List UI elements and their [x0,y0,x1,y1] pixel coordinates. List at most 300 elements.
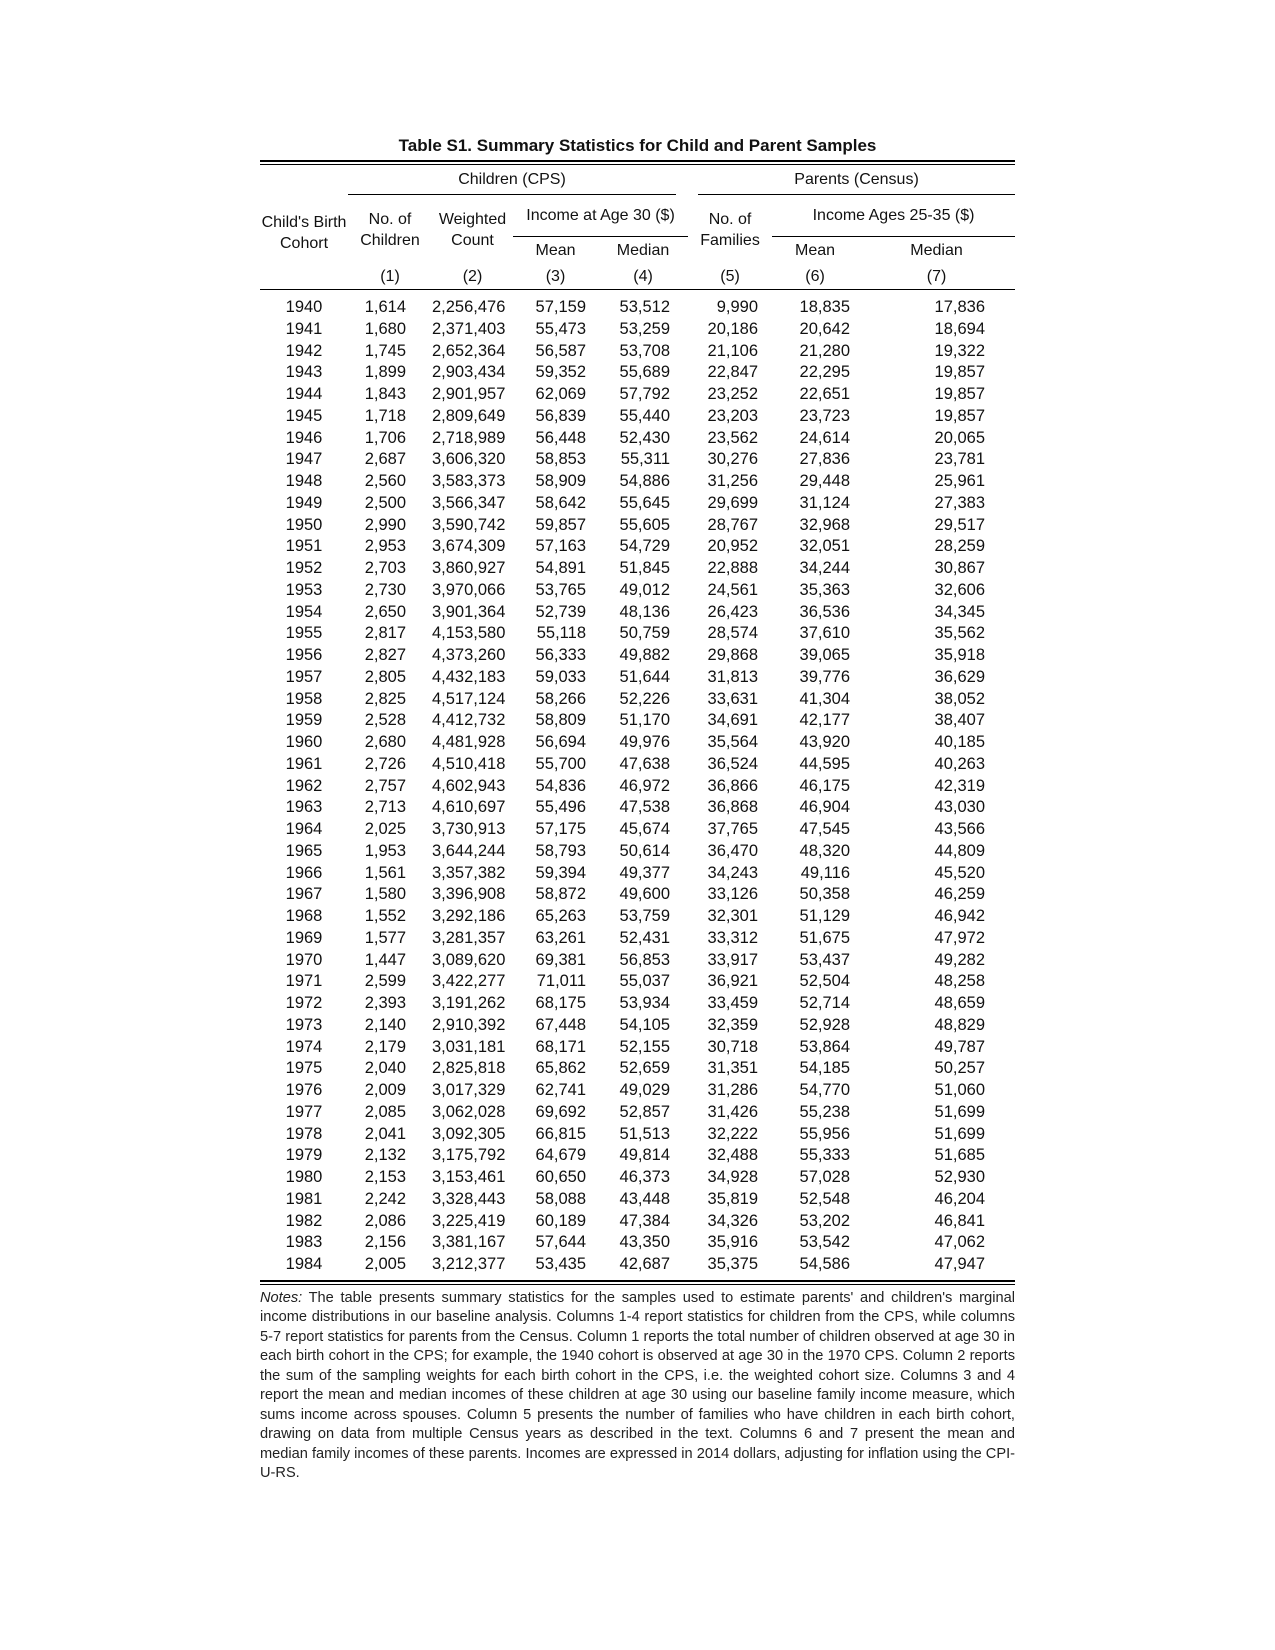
cell-col-7: 46,259 [934,885,985,904]
cell-col-2: 3,422,277 [432,972,506,991]
cell-col-3: 54,891 [535,559,586,577]
cell-cohort: 1957 [285,667,323,686]
cell-col-7: 17,836 [934,298,985,316]
cell-col-3: 52,739 [535,602,586,621]
cell-col-6: 22,295 [799,363,850,382]
table-row [260,776,1015,798]
cell-col-6: 21,280 [799,341,850,360]
cell-col-6: 54,185 [799,1059,850,1078]
cell-cohort: 1972 [285,994,323,1012]
cell-col-6: 20,642 [799,319,850,338]
table-notes [260,1285,1015,1484]
cell-col-3: 58,909 [535,472,586,490]
cell-col-3: 62,069 [535,385,586,403]
cell-col-7: 34,345 [934,602,985,621]
header-mean-parents: Mean [795,242,836,259]
cell-col-6: 51,129 [799,907,850,925]
cell-cohort: 1943 [285,363,323,382]
cell-cohort: 1963 [285,798,323,817]
cell-col-4: 55,645 [619,493,670,512]
cell-col-1: 2,703 [364,559,406,577]
cell-col-3: 59,352 [535,363,586,382]
cell-col-3: 55,473 [535,319,586,338]
cell-col-2: 3,730,913 [432,820,506,838]
table-row [260,667,1015,689]
cell-col-3: 68,171 [535,1037,586,1056]
cell-col-6: 53,202 [799,1211,850,1230]
table-row [260,928,1015,950]
cell-col-4: 43,448 [619,1189,670,1208]
cell-cohort: 1961 [285,754,323,773]
cell-cohort: 1955 [285,624,323,643]
cell-col-5: 34,691 [707,711,758,730]
cell-cohort: 1956 [285,646,323,664]
table-row [260,1189,1015,1211]
table-row [260,341,1015,363]
table-row [260,732,1015,754]
cell-col-2: 2,903,434 [432,363,506,382]
cell-col-7: 40,263 [934,754,985,773]
cell-col-6: 55,956 [799,1124,850,1143]
cell-col-5: 30,718 [707,1037,758,1056]
cell-col-5: 31,256 [707,472,758,490]
cell-col-1: 2,827 [364,646,406,664]
col-num-5: (5) [720,268,740,285]
cell-col-2: 4,602,943 [432,776,506,795]
header-median-children: Median [616,242,670,259]
cell-col-7: 23,781 [934,450,985,469]
table-row [260,689,1015,711]
cell-col-2: 2,910,392 [432,1015,506,1034]
cell-col-7: 47,972 [934,928,985,947]
cell-col-3: 69,381 [535,950,586,969]
cell-col-5: 36,866 [707,776,758,795]
cell-col-2: 3,901,364 [432,602,506,621]
cell-col-7: 20,065 [934,428,985,447]
cell-col-4: 47,638 [619,754,670,773]
cell-col-6: 52,504 [799,972,850,991]
cell-col-1: 1,447 [364,950,406,969]
cell-col-5: 30,276 [707,450,758,469]
cell-col-2: 3,281,357 [432,928,506,947]
cell-cohort: 1940 [285,298,323,316]
cell-col-7: 43,030 [934,798,985,817]
cell-col-3: 54,836 [535,776,586,795]
cell-col-2: 3,566,347 [432,493,506,512]
cell-col-5: 36,921 [707,972,758,991]
cell-col-5: 9,990 [716,298,758,316]
cell-col-4: 42,687 [619,1255,670,1273]
summary-table-page [260,132,1015,1484]
cell-col-6: 55,333 [799,1146,850,1165]
table-row [260,1102,1015,1124]
cell-col-6: 51,675 [799,928,850,947]
cell-col-5: 35,819 [707,1189,758,1208]
table-row [260,863,1015,885]
cell-cohort: 1962 [285,776,323,795]
cell-col-5: 31,286 [707,1081,758,1099]
cell-col-4: 55,440 [619,406,670,425]
cell-col-3: 59,394 [535,863,586,882]
table-row [260,471,1015,493]
cell-col-6: 32,051 [799,537,850,556]
cell-col-5: 20,186 [707,319,758,338]
cell-col-2: 3,381,167 [432,1233,506,1252]
cell-col-4: 49,882 [619,646,670,664]
cell-col-7: 49,787 [934,1037,985,1056]
cell-col-1: 1,577 [364,928,406,947]
cell-col-1: 1,953 [364,841,406,860]
cell-col-4: 54,729 [619,537,670,556]
cell-col-3: 57,644 [535,1233,586,1252]
cell-col-4: 52,431 [619,928,670,947]
cell-col-6: 23,723 [799,406,850,425]
cell-cohort: 1945 [285,406,323,425]
cell-col-3: 55,496 [535,798,586,817]
cell-col-3: 68,175 [535,994,586,1012]
cell-col-3: 56,839 [535,406,586,425]
cell-col-2: 3,860,927 [432,559,506,577]
cell-col-6: 22,651 [799,385,850,403]
cell-col-5: 31,351 [707,1059,758,1078]
table-row [260,841,1015,863]
cell-col-6: 46,904 [799,798,850,817]
cell-col-2: 3,175,792 [432,1146,506,1165]
cell-col-3: 62,741 [535,1081,586,1099]
cell-col-5: 36,470 [707,841,758,860]
cell-col-5: 32,222 [707,1124,758,1143]
cell-col-6: 41,304 [799,689,850,708]
cell-cohort: 1970 [285,950,323,969]
cell-col-5: 24,561 [707,580,758,599]
cell-col-4: 51,845 [619,559,670,577]
cell-cohort: 1941 [285,319,323,338]
cell-col-5: 34,243 [707,863,758,882]
cell-col-6: 42,177 [799,711,850,730]
table-header [260,165,1015,289]
table-row [260,950,1015,972]
table-row [260,1124,1015,1146]
cell-col-5: 35,564 [707,733,758,751]
cell-col-4: 50,614 [619,841,670,860]
cell-col-4: 46,373 [619,1168,670,1186]
cell-col-1: 2,650 [364,602,406,621]
cell-col-7: 47,947 [934,1255,985,1273]
table-row [260,384,1015,406]
cell-col-4: 55,311 [620,450,670,469]
cell-col-6: 27,836 [799,450,850,469]
notes-text: The table presents summary statistics for the samples used to estimate parents' and children's marginal income distributions in our baseline analysis. Columns 1-4 report statistics for children from the CPS, while columns 5-7 report statistics for parents from the Census. Column 1 reports the total number of children observed at age 30 in each birth cohort in the CPS; for example, the 1940 cohort is observed at age 30 in the 1970 CPS. Column 2 reports the sum of the sampling weights for each birth cohort in the CPS, i.e. the weighted cohort size. Columns 3 and 4 report the mean and median incomes of these children at age 30 using our baseline family income measure, which sums income across spouses. Column 5 presents the number of families who have children in each birth cohort, drawing on data from multiple Census years as described in the text. Columns 6 and 7 present the mean and median family incomes of these parents. Incomes are expressed in 2014 dollars, adjusting for inflation using the CPI-U-RS. [260,1289,1015,1482]
cell-col-2: 4,373,260 [432,646,506,664]
cell-col-5: 23,562 [707,428,758,447]
table-row [260,623,1015,645]
cell-col-3: 57,175 [535,820,586,838]
header-median-parents: Median [910,242,963,259]
table-body [260,297,1015,1276]
cell-col-4: 51,644 [619,667,670,686]
cell-col-3: 64,679 [535,1146,586,1165]
table-row [260,1232,1015,1254]
cell-col-1: 2,528 [364,711,406,730]
cell-cohort: 1984 [285,1255,323,1273]
cell-cohort: 1978 [285,1124,323,1143]
cell-cohort: 1965 [285,841,323,860]
cell-col-6: 29,448 [799,472,850,490]
table-row [260,297,1015,319]
table-row [260,319,1015,341]
cell-col-4: 49,600 [619,885,670,904]
cell-col-5: 26,423 [707,602,758,621]
notes-label: Notes: [260,1289,303,1306]
cell-col-6: 32,968 [799,515,850,534]
cell-cohort: 1947 [285,450,323,469]
cell-col-7: 35,562 [934,624,985,643]
cell-col-1: 2,242 [364,1189,406,1208]
cell-col-1: 2,041 [364,1124,406,1143]
cell-col-4: 45,674 [619,820,670,838]
cell-cohort: 1973 [285,1015,323,1034]
cell-col-7: 51,060 [934,1081,985,1099]
cell-cohort: 1966 [285,863,323,882]
cell-cohort: 1977 [285,1102,323,1121]
cell-col-7: 48,829 [934,1015,985,1034]
cell-col-2: 3,583,373 [432,472,506,490]
cell-col-2: 3,153,461 [432,1168,506,1186]
cell-col-2: 3,328,443 [432,1189,506,1208]
cell-col-7: 45,520 [934,863,985,882]
cell-col-2: 3,031,181 [432,1037,506,1056]
cell-col-5: 32,301 [707,907,758,925]
cell-col-6: 54,770 [799,1081,850,1099]
cell-col-4: 55,037 [619,972,670,991]
cell-col-1: 2,687 [364,450,406,469]
cell-col-5: 21,106 [707,341,758,360]
cell-col-5: 23,203 [707,406,758,425]
cell-col-5: 23,252 [707,385,758,403]
cell-col-4: 53,512 [619,298,670,316]
cell-col-2: 2,825,818 [432,1059,506,1078]
cell-cohort: 1974 [285,1037,323,1056]
cell-col-4: 53,708 [619,341,670,360]
cell-col-7: 51,699 [934,1102,985,1121]
cell-col-1: 2,599 [364,972,406,991]
cell-col-4: 43,350 [619,1233,670,1252]
cell-col-5: 32,488 [707,1146,758,1165]
cell-col-6: 35,363 [799,580,850,599]
header-income-age30: Income at Age 30 ($) [513,195,688,237]
header-mean-children: Mean [535,242,576,259]
cell-col-6: 50,358 [799,885,850,904]
cell-col-3: 53,765 [535,580,586,599]
cell-col-2: 4,510,418 [432,754,506,773]
cell-col-4: 56,853 [619,950,670,969]
cell-col-3: 67,448 [535,1015,586,1034]
cell-col-7: 25,961 [934,472,985,490]
cell-cohort: 1959 [285,711,323,730]
cell-col-6: 31,124 [799,493,850,512]
cell-col-7: 50,257 [934,1059,985,1078]
cell-col-1: 2,140 [364,1015,406,1034]
cell-col-4: 49,976 [619,733,670,751]
col-num-1: (1) [380,268,400,285]
cell-col-4: 52,857 [619,1102,670,1121]
header-no-children: No. of Children [360,211,420,249]
cell-cohort: 1952 [285,559,323,577]
cell-col-7: 27,383 [934,493,985,512]
cell-cohort: 1981 [285,1189,323,1208]
cell-col-4: 52,155 [619,1037,670,1056]
cell-col-6: 43,920 [799,733,850,751]
cell-col-3: 57,163 [535,537,586,556]
cell-col-7: 28,259 [934,537,985,556]
cell-col-6: 48,320 [799,841,850,860]
cell-col-4: 54,886 [619,472,670,490]
table-row [260,558,1015,580]
cell-cohort: 1964 [285,820,323,838]
cell-col-7: 46,841 [934,1211,985,1230]
cell-col-5: 36,868 [707,798,758,817]
cell-col-7: 40,185 [934,733,985,751]
cell-col-6: 37,610 [799,624,850,643]
cell-col-7: 29,517 [934,515,985,534]
cell-col-2: 2,809,649 [432,406,506,425]
cell-cohort: 1967 [285,885,323,904]
cell-col-2: 3,606,320 [432,450,506,469]
cell-col-1: 2,713 [364,798,406,817]
cell-col-7: 49,282 [934,950,985,969]
cell-col-7: 42,319 [934,776,985,795]
cell-col-1: 2,560 [364,472,406,490]
cell-col-3: 71,011 [536,972,586,991]
cell-cohort: 1949 [285,493,323,512]
cell-col-4: 49,377 [619,863,670,882]
cell-cohort: 1942 [285,341,323,360]
cell-cohort: 1960 [285,733,323,751]
cell-col-5: 37,765 [707,820,758,838]
cell-col-6: 54,586 [799,1255,850,1273]
cell-col-5: 29,699 [707,493,758,512]
cell-col-2: 4,412,732 [432,711,506,730]
cell-cohort: 1976 [285,1081,323,1099]
col-num-6: (6) [805,268,825,285]
cell-col-5: 33,312 [707,928,758,947]
cell-cohort: 1980 [285,1168,323,1186]
cell-col-1: 2,953 [364,537,406,556]
table-row [260,710,1015,732]
cell-col-5: 33,459 [707,994,758,1012]
cell-col-6: 34,244 [799,559,850,577]
cell-col-7: 51,685 [934,1146,985,1165]
cell-cohort: 1950 [285,515,323,534]
cell-col-2: 3,357,382 [432,863,506,882]
cell-col-3: 65,263 [535,907,586,925]
cell-col-6: 52,548 [799,1189,850,1208]
cell-col-2: 4,432,183 [432,667,506,686]
cell-col-3: 56,448 [535,428,586,447]
cell-col-5: 34,326 [707,1211,758,1230]
cell-col-7: 19,322 [934,341,985,360]
cell-col-1: 1,745 [364,341,406,360]
cell-col-7: 30,867 [934,559,985,577]
cell-col-2: 3,062,028 [432,1102,506,1121]
table-row [260,493,1015,515]
cell-col-7: 52,930 [934,1168,985,1186]
cell-col-3: 55,118 [536,624,586,643]
cell-col-5: 28,574 [707,624,758,643]
cell-col-2: 3,191,262 [432,994,506,1012]
table-row [260,1015,1015,1037]
table-row [260,449,1015,471]
cell-cohort: 1982 [285,1211,323,1230]
cell-col-5: 28,767 [707,515,758,534]
table-row [260,906,1015,928]
cell-col-2: 4,610,697 [432,798,506,817]
cell-col-3: 57,159 [535,298,586,316]
cell-col-6: 52,714 [799,994,850,1012]
cell-col-4: 50,759 [619,624,670,643]
cell-col-5: 22,888 [707,559,758,577]
table-row [260,1167,1015,1189]
cell-col-4: 49,814 [619,1146,670,1165]
cell-col-1: 1,614 [364,298,406,316]
cell-col-6: 49,116 [800,863,850,882]
table-title: Table S1. Summary Statistics for Child and Parent Samples [398,136,877,155]
cell-col-1: 1,706 [364,428,406,447]
cell-col-1: 2,825 [364,689,406,708]
table-row [260,797,1015,819]
cell-col-1: 2,680 [364,733,406,751]
cell-col-6: 57,028 [799,1168,850,1186]
cell-cohort: 1958 [285,689,323,708]
cell-col-3: 69,692 [535,1102,586,1121]
cell-col-1: 2,726 [364,754,406,773]
cell-col-4: 52,430 [619,428,670,447]
cell-col-5: 35,916 [707,1233,758,1252]
col-num-2: (2) [462,268,483,285]
cell-col-3: 60,189 [535,1211,586,1230]
cell-cohort: 1953 [285,580,323,599]
cell-col-1: 1,680 [364,319,406,338]
cell-col-6: 39,065 [799,646,850,664]
cell-col-5: 34,928 [707,1168,758,1186]
cell-col-1: 2,040 [364,1059,406,1078]
cell-col-4: 55,689 [619,363,670,382]
cell-col-1: 2,393 [364,994,406,1012]
cell-col-1: 2,757 [364,776,406,795]
cell-col-5: 31,813 [707,667,758,686]
table-row [260,645,1015,667]
cell-col-1: 1,718 [364,406,406,425]
cell-col-3: 56,694 [535,733,586,751]
cell-col-2: 2,256,476 [432,298,506,316]
cell-col-2: 4,517,124 [432,689,506,708]
cell-col-6: 53,864 [799,1037,850,1056]
cell-col-4: 46,972 [619,776,670,795]
cell-col-3: 56,333 [535,646,586,664]
cell-col-1: 2,179 [364,1037,406,1056]
cell-col-7: 35,918 [934,646,985,664]
header-weighted-count: Weighted Count [438,211,507,249]
cell-col-2: 3,674,309 [432,537,506,556]
table-row [260,1080,1015,1102]
cell-col-5: 33,126 [707,885,758,904]
cell-col-4: 57,792 [619,385,670,403]
cell-col-6: 18,835 [799,298,850,316]
cell-col-7: 44,809 [934,841,985,860]
cell-col-1: 1,552 [364,907,406,925]
cell-col-1: 2,005 [364,1255,406,1273]
cell-col-2: 3,212,377 [432,1255,506,1273]
